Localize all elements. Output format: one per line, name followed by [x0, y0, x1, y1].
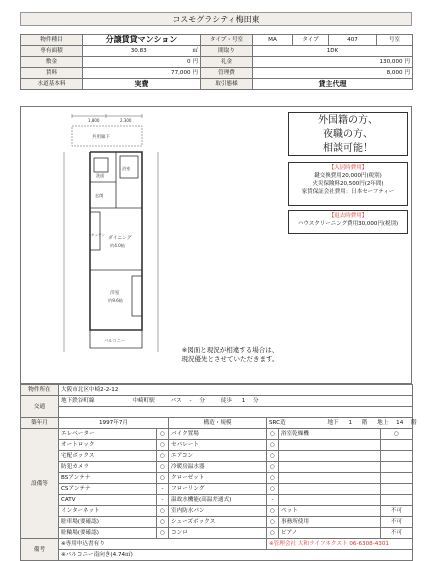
facility-row	[21, 495, 413, 506]
management-fee-cell	[253, 68, 413, 79]
room-number-value: 407	[329, 35, 377, 46]
kitchen-label: キッチン	[91, 233, 106, 237]
banner-line-1: 外国籍の方、	[318, 115, 378, 126]
dining-size-label: 約4.0帖	[110, 243, 126, 248]
facility-flag: ○	[157, 451, 169, 462]
facility-name: シューズボックス	[169, 517, 267, 528]
type-name-value: MA	[253, 35, 293, 46]
foreigners-welcome-banner	[288, 112, 408, 156]
station-name: 中崎町駅	[132, 398, 155, 404]
facility-row	[21, 473, 413, 484]
facility-flag	[381, 462, 413, 473]
facility-name	[279, 495, 381, 506]
move-in-cost-2: 火災保険料20,500円(2年間)	[312, 181, 384, 187]
facility-name: 室内防水パン	[169, 506, 267, 517]
facility-flag: ○	[267, 451, 279, 462]
underground-floors: 1	[348, 420, 352, 426]
facility-name: CSアンテナ	[59, 484, 157, 495]
facility-flag	[381, 440, 413, 451]
structure-value: SRC造	[269, 420, 286, 426]
facility-flag: ○	[267, 473, 279, 484]
western-room-size-label: 約9.6帖	[108, 298, 124, 303]
floorplan-drawing	[60, 112, 170, 364]
facility-flag: ○	[157, 462, 169, 473]
address-value: 大阪市北区中崎2-2-12	[59, 385, 413, 396]
area-cell	[83, 46, 201, 57]
facility-flag: ○	[267, 462, 279, 473]
facility-name: 駐車場(要確認)	[59, 517, 157, 528]
dining-label: ダイニング	[108, 236, 132, 241]
wash-label: 洗面	[96, 173, 105, 178]
dimension-top-label: 1,800	[88, 118, 100, 123]
built-date-value: 1997年7月	[59, 418, 169, 429]
facility-row	[21, 517, 413, 528]
facility-name	[279, 440, 381, 451]
disclaimer-line-2: 現況優先とさせていただきます。	[181, 355, 279, 363]
facility-flag: -	[157, 484, 169, 495]
facility-name: コンロ	[169, 528, 267, 539]
banner-line-2: 夜職の方、	[323, 129, 373, 140]
floor-unit: 階	[411, 420, 417, 426]
bath-label: 浴室	[122, 166, 131, 171]
water-fee-label: 水道基本料	[21, 79, 83, 90]
traffic-label: 交通	[21, 396, 59, 418]
facility-flag: ○	[381, 429, 413, 440]
facility-name: CATV	[59, 495, 157, 506]
facility-flag: 不可	[381, 506, 413, 517]
facility-name: フローリング	[169, 484, 267, 495]
dimension-top2-label: 2,300	[120, 118, 132, 123]
facility-name: クローゼット	[169, 473, 267, 484]
disclaimer-line-1: ※図面と現況が相違する場合は、	[181, 346, 279, 354]
move-in-cost-1: 鍵交換費用20,000円(税別)	[314, 173, 382, 179]
common-corridor-label: 共用廊下	[92, 135, 110, 140]
property-type-label: 物件種目	[21, 35, 83, 46]
facility-name: インターネット	[59, 506, 157, 517]
facility-name: 宅配ボックス	[59, 451, 157, 462]
facility-list	[21, 429, 413, 539]
rent-label: 賃料	[21, 68, 83, 79]
facility-flag: ○	[267, 440, 279, 451]
structure-label: 構造・規模	[169, 418, 267, 429]
management-fee-label: 管理費	[201, 68, 253, 79]
built-date-label: 築年月	[21, 418, 59, 429]
bus-minutes: -	[189, 398, 192, 404]
page-title: コスモグラシティ梅田東	[20, 12, 412, 26]
transaction-type-label: 取引態様	[201, 79, 253, 90]
facility-name: セパレート	[169, 440, 267, 451]
facility-flag: -	[267, 495, 279, 506]
floorplan-disclaimer	[168, 346, 292, 364]
move-in-heading: 【入居時費用】	[328, 165, 368, 171]
layout-label: 間取り	[201, 46, 253, 57]
type-number-label: タイプ・号室	[201, 35, 253, 46]
property-detail-table	[20, 384, 417, 561]
room-suffix: 号室	[377, 35, 413, 46]
management-fee-value: 8,000	[386, 70, 403, 76]
deposit-value: 0	[187, 59, 191, 65]
facility-flag: ○	[267, 429, 279, 440]
facility-row	[21, 484, 413, 495]
walk-minutes-unit: 分	[253, 398, 259, 404]
bus-label: バス	[170, 398, 182, 404]
floor-unit: 階	[361, 420, 368, 426]
structure-cell	[267, 418, 417, 429]
facility-row	[21, 506, 413, 517]
management-contact: ※管理会社 大和ライフネクスト 06-6308-4301	[267, 539, 413, 550]
key-money-label: 礼金	[201, 57, 253, 68]
deposit-cell	[83, 57, 201, 68]
facility-flag	[381, 495, 413, 506]
facility-flag: ○	[267, 517, 279, 528]
facility-name: エレベーター	[59, 429, 157, 440]
facility-flag: ○	[157, 528, 169, 539]
move-out-cost-1: ハウスクリーニング費用30,000円(税別)	[297, 221, 399, 227]
yen-unit: 円	[192, 59, 198, 65]
facility-name: オートロック	[59, 440, 157, 451]
yen-unit: 円	[404, 70, 410, 76]
facility-row	[21, 451, 413, 462]
facility-flag: -	[157, 495, 169, 506]
facility-flag: ○	[157, 473, 169, 484]
facility-name: バイク置場	[169, 429, 267, 440]
facility-row	[21, 440, 413, 451]
area-value: 30.83	[130, 48, 147, 54]
property-type-value: 分譲賃貸マンション	[83, 35, 201, 46]
facility-name: エアコン	[169, 451, 267, 462]
bus-minutes-unit: 分	[199, 398, 205, 404]
rent-cell	[83, 68, 201, 79]
facility-name: 防犯カメラ	[59, 462, 157, 473]
entrance-label: 玄関	[95, 193, 104, 198]
facility-flag: ○	[267, 484, 279, 495]
facility-row	[21, 429, 413, 440]
property-summary-table	[20, 34, 413, 90]
banner-line-3: 相談可能！	[323, 143, 373, 154]
move-out-heading: 【退去時費用】	[328, 213, 368, 219]
facility-flag: 不可	[381, 517, 413, 528]
facility-flag: ○	[267, 506, 279, 517]
remarks-line-2: ※バルコニー南向き(4.74㎡)	[59, 550, 413, 561]
address-label: 物件所在	[21, 385, 59, 396]
walk-minutes: 1	[241, 398, 246, 404]
facility-flag: ○	[267, 528, 279, 539]
western-room-label: 洋室	[110, 291, 120, 296]
above-ground-floors: 14	[396, 420, 404, 426]
facility-name: 事務所使用	[279, 517, 381, 528]
move-out-costs-box	[288, 210, 408, 234]
facility-name: 浴室乾燥機	[279, 429, 381, 440]
facility-name: 駐輪場(要確認)	[59, 528, 157, 539]
key-money-cell	[253, 57, 413, 68]
area-label: 専有面積	[21, 46, 83, 57]
facility-flag: ○	[157, 429, 169, 440]
facility-name	[279, 451, 381, 462]
above-ground-label: 地上	[377, 420, 389, 426]
facility-label: 設備等	[21, 429, 59, 539]
remarks-line-1: ※専用申込書有り	[59, 539, 267, 550]
facility-flag: 不可	[381, 528, 413, 539]
remarks-label: 備考	[21, 539, 59, 561]
move-in-cost-3: 家賃保証会社費用：日本セーフティー	[301, 189, 395, 195]
yen-unit: 円	[192, 70, 198, 76]
traffic-row-1	[59, 396, 413, 407]
rent-value: 77,000	[171, 70, 191, 76]
balcony-label: バルコニー	[104, 338, 125, 343]
facility-name: BSアンテナ	[59, 473, 157, 484]
rail-line: 地下鉄谷町線	[61, 398, 95, 404]
facility-flag	[381, 451, 413, 462]
facility-name	[279, 473, 381, 484]
move-in-costs-box	[288, 162, 408, 206]
walk-label: 徒歩	[220, 398, 232, 404]
facility-name: ピアノ	[279, 528, 381, 539]
facility-name: 冷暖房温水器	[169, 462, 267, 473]
facility-name	[279, 462, 381, 473]
deposit-label: 敷金	[21, 57, 83, 68]
type-suffix: タイプ	[293, 35, 329, 46]
yen-unit: 円	[404, 59, 410, 65]
facility-row	[21, 462, 413, 473]
water-fee-value: 実費	[83, 79, 201, 90]
facility-flag	[381, 484, 413, 495]
facility-flag: ○	[157, 440, 169, 451]
facility-name	[279, 484, 381, 495]
facility-row	[21, 528, 413, 539]
facility-flag: ○	[157, 517, 169, 528]
traffic-row-2	[59, 407, 413, 418]
layout-value: 1DK	[253, 46, 413, 57]
underground-label: 地下	[327, 420, 339, 426]
facility-name: 温故水機能(高温差通式)	[169, 495, 267, 506]
facility-name: ペット	[279, 506, 381, 517]
facility-flag	[381, 473, 413, 484]
area-unit: ㎡	[192, 48, 198, 54]
facility-flag: ○	[157, 506, 169, 517]
key-money-value: 130,000	[379, 59, 403, 65]
transaction-type-value: 貸主代理	[253, 79, 413, 90]
